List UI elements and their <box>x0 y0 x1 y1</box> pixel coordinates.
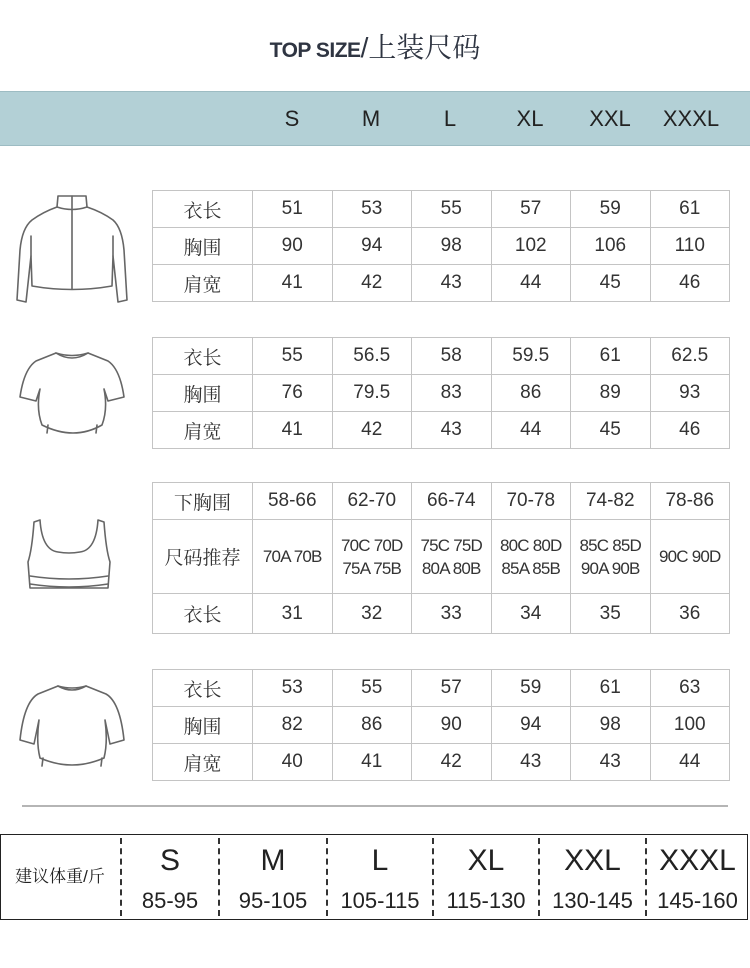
table-cell: 62.5 <box>650 338 730 375</box>
table-cell: 41 <box>332 744 412 781</box>
table-cell: 98 <box>412 228 492 265</box>
table-cell: 42 <box>332 265 412 302</box>
cup-size-text: 75A 75B <box>342 558 402 578</box>
cup-size-text: 85C 85D <box>579 535 641 555</box>
weight-size: XXL <box>564 844 621 877</box>
table-cell: 100 <box>650 707 730 744</box>
table-cell: 61 <box>571 338 651 375</box>
table-cell: 53 <box>253 670 333 707</box>
table-cell: 76 <box>253 375 333 412</box>
row-label: 肩宽 <box>153 265 253 302</box>
cup-size-text: 90A 90B <box>580 558 640 578</box>
table-cell: 43 <box>491 744 571 781</box>
row-label: 衣长 <box>153 594 253 634</box>
section-divider <box>22 805 728 807</box>
table-cell: 110 <box>650 228 730 265</box>
table-cell: 79.5 <box>332 375 412 412</box>
table-row <box>153 483 730 520</box>
row-label: 胸围 <box>153 707 253 744</box>
table-row <box>153 744 730 781</box>
crop-tshirt-icon <box>12 345 132 445</box>
size-header-xl: XL <box>516 106 544 131</box>
table-cell: 36 <box>650 594 730 634</box>
weight-range: 95-105 <box>238 888 308 913</box>
weight-label: 建议体重/斤 <box>15 867 105 886</box>
table-cell: 59 <box>491 670 571 707</box>
table-cell: 86 <box>332 707 412 744</box>
cup-size-text: 70C 70D <box>341 535 403 555</box>
long-sleeve-zip-jacket-icon <box>10 190 135 310</box>
size-header-xxl: XXL <box>589 106 631 131</box>
table-cell: 58-66 <box>253 483 333 520</box>
table-cell: 42 <box>332 412 412 449</box>
row-label: 下胸围 <box>153 483 253 520</box>
title-english: TOP SIZE <box>269 39 361 62</box>
table-row <box>153 520 730 594</box>
table-row <box>153 338 730 375</box>
table-cell <box>491 520 571 594</box>
weight-cell-xxxl <box>647 834 748 920</box>
row-label: 胸围 <box>153 375 253 412</box>
table-cell <box>253 520 333 594</box>
table-cell <box>650 520 730 594</box>
table-cell: 55 <box>253 338 333 375</box>
table-cell: 74-82 <box>571 483 651 520</box>
table-cell: 57 <box>491 191 571 228</box>
size-table-1 <box>152 190 730 302</box>
table-cell: 32 <box>332 594 412 634</box>
table-cell: 61 <box>650 191 730 228</box>
table-cell: 46 <box>650 412 730 449</box>
sports-bra-icon <box>22 510 117 605</box>
table-cell: 56.5 <box>332 338 412 375</box>
title-chinese: 上装尺码 <box>368 32 481 63</box>
table-row <box>153 191 730 228</box>
table-cell: 35 <box>571 594 651 634</box>
table-cell: 31 <box>253 594 333 634</box>
page-title <box>0 26 750 66</box>
table-cell: 70-78 <box>491 483 571 520</box>
table-cell: 58 <box>412 338 492 375</box>
cup-size-text: 90C 90D <box>659 546 721 566</box>
weight-cell-m <box>220 834 326 920</box>
size-header-l: L <box>443 106 457 131</box>
row-label: 衣长 <box>153 338 253 375</box>
size-header-m: M <box>361 106 381 131</box>
table-cell: 46 <box>650 265 730 302</box>
table-cell: 55 <box>412 191 492 228</box>
table-cell: 42 <box>412 744 492 781</box>
size-table-4 <box>152 669 730 781</box>
weight-size: XXXL <box>659 844 736 877</box>
size-table-3 <box>152 482 730 634</box>
size-header-band <box>0 91 750 146</box>
table-cell: 34 <box>491 594 571 634</box>
row-label: 衣长 <box>153 191 253 228</box>
table-cell: 43 <box>571 744 651 781</box>
row-label: 衣长 <box>153 670 253 707</box>
row-label: 肩宽 <box>153 744 253 781</box>
table-cell: 45 <box>571 412 651 449</box>
row-label: 尺码推荐 <box>153 520 253 594</box>
weight-size: S <box>159 844 180 877</box>
table-row <box>153 265 730 302</box>
table-cell: 41 <box>253 265 333 302</box>
table-cell: 94 <box>332 228 412 265</box>
weight-size: XL <box>467 844 505 877</box>
table-cell: 40 <box>253 744 333 781</box>
size-table-2 <box>152 337 730 449</box>
weight-cell-s <box>122 834 218 920</box>
table-row <box>153 375 730 412</box>
table-row <box>153 412 730 449</box>
weight-size: L <box>371 844 389 877</box>
short-sleeve-crop-top-icon <box>12 680 132 780</box>
table-cell: 82 <box>253 707 333 744</box>
table-row <box>153 228 730 265</box>
weight-range: 130-145 <box>552 888 633 913</box>
table-cell: 90 <box>253 228 333 265</box>
table-row <box>153 707 730 744</box>
weight-size: M <box>260 844 286 877</box>
table-cell: 86 <box>491 375 571 412</box>
table-cell: 57 <box>412 670 492 707</box>
table-cell: 93 <box>650 375 730 412</box>
table-cell <box>412 520 492 594</box>
table-cell: 90 <box>412 707 492 744</box>
table-cell: 55 <box>332 670 412 707</box>
cup-size-text: 80A 80B <box>421 558 481 578</box>
table-cell: 63 <box>650 670 730 707</box>
cup-size-text: 70A 70B <box>262 546 322 566</box>
weight-range: 145-160 <box>657 888 738 913</box>
weight-range: 105-115 <box>340 888 420 913</box>
weight-cell-xl <box>434 834 538 920</box>
weight-range: 85-95 <box>141 888 199 913</box>
size-header-s: S <box>284 106 300 131</box>
table-cell: 43 <box>412 412 492 449</box>
table-row <box>153 670 730 707</box>
table-cell: 44 <box>650 744 730 781</box>
cup-size-text: 85A 85B <box>501 558 561 578</box>
table-cell: 66-74 <box>412 483 492 520</box>
table-cell: 98 <box>571 707 651 744</box>
table-cell: 43 <box>412 265 492 302</box>
table-cell: 83 <box>412 375 492 412</box>
weight-cell-xxl <box>540 834 645 920</box>
cup-size-text: 80C 80D <box>500 535 562 555</box>
weight-range: 115-130 <box>446 888 526 913</box>
table-cell <box>332 520 412 594</box>
size-header-xxxl: XXXL <box>662 106 720 131</box>
table-cell: 44 <box>491 265 571 302</box>
row-label: 肩宽 <box>153 412 253 449</box>
table-cell: 106 <box>571 228 651 265</box>
table-cell: 44 <box>491 412 571 449</box>
table-cell: 59.5 <box>491 338 571 375</box>
table-cell: 59 <box>571 191 651 228</box>
row-label: 胸围 <box>153 228 253 265</box>
table-cell: 45 <box>571 265 651 302</box>
table-cell: 51 <box>253 191 333 228</box>
table-cell: 78-86 <box>650 483 730 520</box>
table-row <box>153 594 730 634</box>
table-cell: 53 <box>332 191 412 228</box>
table-cell: 61 <box>571 670 651 707</box>
table-cell: 33 <box>412 594 492 634</box>
title-separator: / <box>360 32 369 63</box>
table-cell: 94 <box>491 707 571 744</box>
table-cell <box>571 520 651 594</box>
table-cell: 41 <box>253 412 333 449</box>
table-cell: 62-70 <box>332 483 412 520</box>
weight-cell-l <box>328 834 432 920</box>
cup-size-text: 75C 75D <box>420 535 482 555</box>
table-cell: 89 <box>571 375 651 412</box>
table-cell: 102 <box>491 228 571 265</box>
